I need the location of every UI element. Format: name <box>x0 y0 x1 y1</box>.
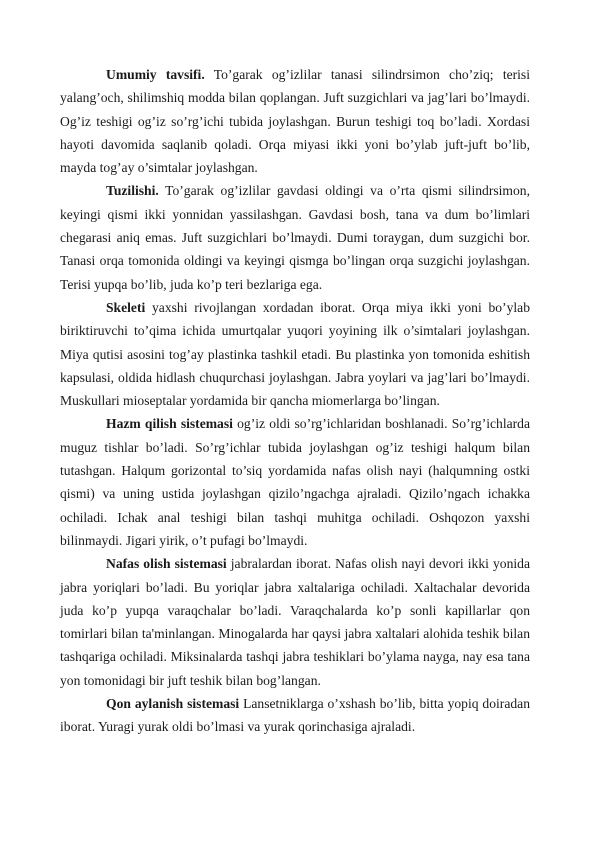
paragraph-text: yaxshi rivojlangan xordadan iborat. Orqa miya ikki yoni bo’ylab biriktiruvchi to’qima ichida umurtqalar yuqori yoyining ilk o’simtalari joylashgan. Miya qutisi asosini tog’ay plastinka tashkil etadi. Bu plastinka yon tomonida eshitish kapsulasi, oldida hidlash chuqurchasi joylashgan. Jabra yoylari va jag’lari bo’lmaydi. Muskullari mioseptalar yordamida bir qancha miomerlarga bo’lingan. <box>60 299 530 409</box>
term-circulatory-system: Qon aylanish sistemasi <box>106 696 240 712</box>
paragraph-general-description <box>60 63 530 179</box>
term-skeleton: Skeleti <box>106 299 146 315</box>
paragraph-text: Lansetniklarga o’xshash bo’lib, bitta yopiq doiradan iborat. Yuragi yurak oldi bo’lmasi va yurak qorinchasiga ajraladi. <box>60 696 530 735</box>
paragraph-skeleton <box>60 296 530 412</box>
paragraph-respiratory-system <box>60 552 530 692</box>
paragraph-text: To’garak og’izlilar tanasi silindrsimon cho’ziq; terisi yalang’och, shilimshiq modda bilan qoplangan. Juft suzgichlari va jag’lari bo’lmaydi. Og’iz teshigi og’iz so’rg’ichi tubida joylashgan. Burun teshigi toq bo’ladi. Xordasi hayoti davomida saqlanib qoladi. Orqa miyasi ikki yoni bo’ylab juft-juft bo’lib, mayda tog’ay o’simtalar joylashgan. <box>60 67 531 176</box>
term-respiratory-system: Nafas olish sistemasi <box>106 556 227 572</box>
paragraph-text: To’garak og’izlilar gavdasi oldingi va o’rta qismi silindrsimon, keyingi qismi ikki yonnidan yassilashgan. Gavdasi bosh, tana va dum bo’limlari chegarasi aniq emas. Juft suzgichlari bo’lmaydi. Dumi toraygan, dum suzgichi bor. Tanasi orqa tomonida oldingi va keyingi qismga bo’lingan orqa suzgichi joylashgan. Terisi yupqa bo’lib, juda ko’p teri bezlariga ega. <box>60 183 530 292</box>
paragraph-structure <box>60 179 530 295</box>
term-general-description: Umumiy tavsifi. <box>106 67 205 82</box>
paragraph-digestive-system <box>60 412 530 552</box>
term-structure: Tuzilishi. <box>106 183 159 199</box>
paragraph-text: og’iz oldi so’rg’ichlaridan boshlanadi. So’rg’ichlarda muguz tishlar bo’ladi. So’rg’ichlar tubida joylashgan og’iz teshigi halqum bilan tutashgan. Halqum gorizontal to’siq yordamida nafas olish nayi (halqumning ostki qismi) va uning ustida joylashgan qizilo’ngachga ajraladi. Qizilo’ngach ichakka ochiladi. Ichak anal teshigi bilan tashqi muhitga ochiladi. Oshqozon yaxshi bilinmaydi. Jigari yirik, o’t pufagi bo’lmaydi. <box>60 416 530 548</box>
document-page <box>60 63 530 739</box>
term-digestive-system: Hazm qilish sistemasi <box>106 416 233 432</box>
paragraph-text: jabralardan iborat. Nafas olish nayi devori ikki yonida jabra yoriqlari bo’ladi. Bu yoriqlar jabra xaltalariga ochiladi. Xaltachalar devorida juda ko’p yupqa varaqchalar bo’ladi. Varaqchalarda ko’p sonli kapillarlar qon tomirlari bilan ta'minlangan. Minogalarda har qaysi jabra xaltalari alohida teshik bilan tashqariga ochiladi. Miksinalarda tashqi jabra teshiklari bo’ylama nayga, nay esa tana yon tomonidagi bir juft teshik bilan bog’langan. <box>60 556 530 688</box>
paragraph-circulatory-system <box>60 692 530 739</box>
